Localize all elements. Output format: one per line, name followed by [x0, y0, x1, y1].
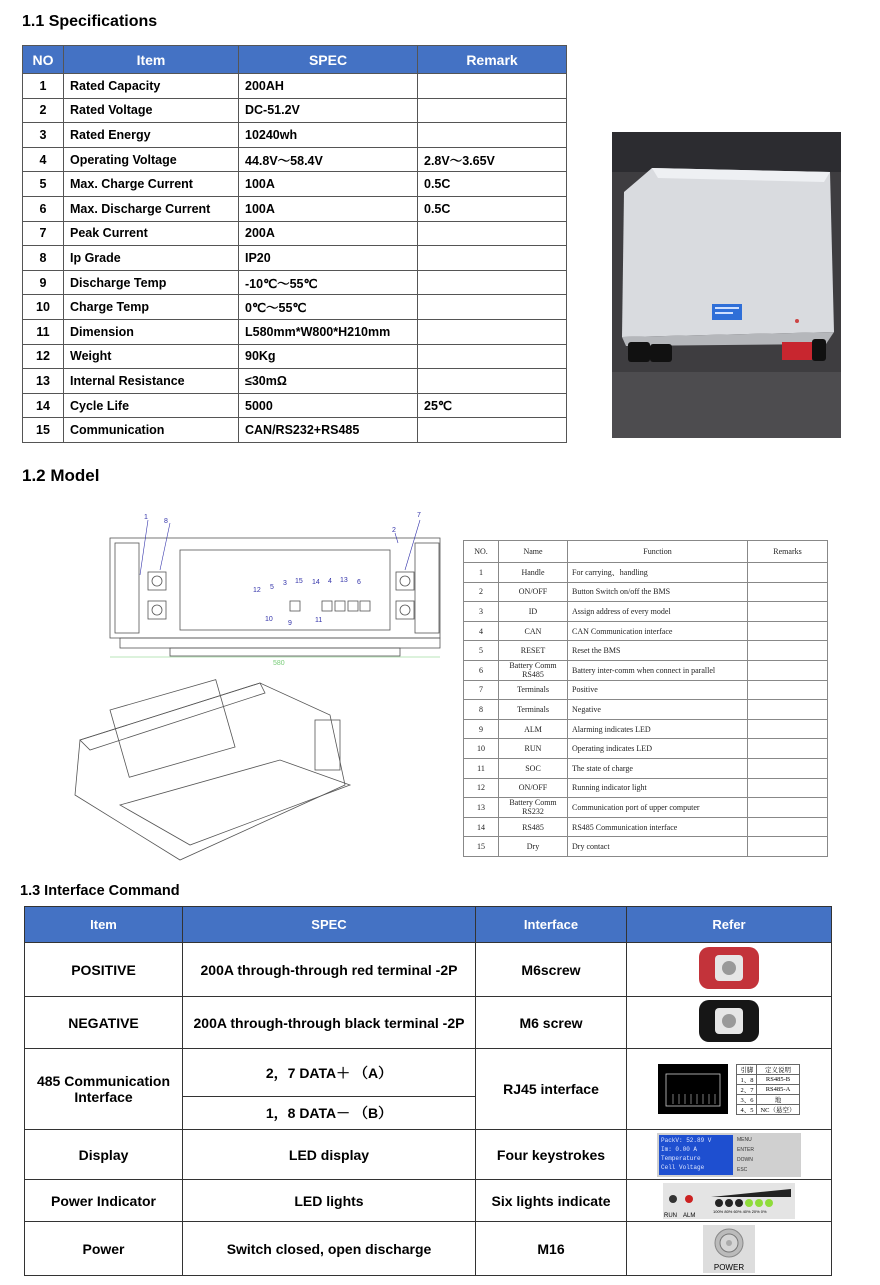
model-no: 5 — [464, 641, 499, 661]
callout-12: 12 — [253, 587, 261, 594]
spec-item: Dimension — [64, 319, 239, 344]
spec-value: ≤30mΩ — [239, 369, 418, 394]
spec-row — [23, 221, 567, 246]
spec-remark — [418, 319, 567, 344]
iface-row-display — [25, 1130, 832, 1180]
rj45-pin: 2、7 — [737, 1084, 757, 1094]
iface-col-item: Item — [25, 907, 183, 943]
rj45-pin-row — [737, 1084, 799, 1094]
model-name: Terminals — [499, 700, 568, 720]
spec-value: 44.8V～58.4V — [239, 147, 418, 172]
iface-interface: M6 screw — [476, 997, 627, 1049]
spec-value: L580mm*W800*H210mm — [239, 319, 418, 344]
spec-no: 12 — [23, 344, 64, 369]
spec-no: 14 — [23, 393, 64, 418]
model-remarks — [748, 758, 828, 778]
rj45-definition: 地 — [757, 1094, 799, 1104]
model-row — [464, 660, 828, 680]
spec-remark: 0.5C — [418, 196, 567, 221]
model-name: Handle — [499, 563, 568, 583]
model-remarks — [748, 563, 828, 583]
iface-row-485-a — [25, 1049, 832, 1097]
soc-labels: 100% 80% 60% 40% 20% 0% — [713, 1208, 767, 1214]
model-row — [464, 758, 828, 778]
spec-row — [23, 393, 567, 418]
model-name: ON/OFF — [499, 778, 568, 798]
model-function: Reset the BMS — [568, 641, 748, 661]
spec-item: Rated Capacity — [64, 74, 239, 99]
section-interface-title: 1.3 Interface Command — [20, 883, 180, 899]
callout-7: 7 — [417, 512, 421, 519]
model-row — [464, 837, 828, 857]
model-name: Battery Comm RS485 — [499, 660, 568, 680]
spec-remark — [418, 344, 567, 369]
spec-row — [23, 74, 567, 99]
spec-no: 7 — [23, 221, 64, 246]
led-label-alm: ALM — [683, 1212, 696, 1219]
model-no: 10 — [464, 739, 499, 759]
rj45-pin: 引脚 — [737, 1064, 757, 1074]
model-function: Running indicator light — [568, 778, 748, 798]
iface-interface: Six lights indicate — [476, 1180, 627, 1222]
model-no: 1 — [464, 563, 499, 583]
model-row — [464, 582, 828, 602]
spec-value: CAN/RS232+RS485 — [239, 418, 418, 443]
spec-value: 200A — [239, 221, 418, 246]
model-function: For carrying、handling — [568, 563, 748, 583]
spec-row — [23, 295, 567, 320]
spec-value: 10240wh — [239, 123, 418, 148]
rj45-pin: 4、5 — [737, 1104, 757, 1114]
lcd-line-2: Im: 0.00 A — [661, 1145, 698, 1153]
iface-col-spec: SPEC — [183, 907, 476, 943]
model-name: RESET — [499, 641, 568, 661]
spec-no: 8 — [23, 246, 64, 271]
spec-item: Max. Charge Current — [64, 172, 239, 197]
iface-spec-b: 1，8 DATA－ （B） — [183, 1097, 476, 1130]
model-no: 7 — [464, 680, 499, 700]
iface-col-interface: Interface — [476, 907, 627, 943]
spec-no: 2 — [23, 98, 64, 123]
model-remarks — [748, 700, 828, 720]
model-row — [464, 798, 828, 818]
spec-no: 3 — [23, 123, 64, 148]
model-no: 4 — [464, 621, 499, 641]
model-row — [464, 621, 828, 641]
spec-row — [23, 319, 567, 344]
callout-4: 4 — [328, 578, 332, 585]
model-name: Battery Comm RS232 — [499, 798, 568, 818]
iface-item: Display — [25, 1130, 183, 1180]
rj45-definition: 定义说明 — [757, 1064, 799, 1074]
positive-terminal-image — [627, 943, 832, 997]
model-remarks — [748, 739, 828, 759]
lcd-line-3: Temperature — [661, 1154, 701, 1162]
iface-item: 485 Communication Interface — [25, 1049, 183, 1130]
callout-15: 15 — [295, 578, 303, 585]
callout-11: 11 — [315, 617, 323, 624]
model-row — [464, 641, 828, 661]
callout-10: 10 — [265, 616, 273, 623]
negative-terminal-image — [627, 997, 832, 1049]
rj45-pin-table — [736, 1064, 799, 1115]
model-no: 14 — [464, 817, 499, 837]
iface-row-power-indicator — [25, 1180, 832, 1222]
rj45-pin-row — [737, 1094, 799, 1104]
model-remarks — [748, 719, 828, 739]
model-row — [464, 602, 828, 622]
spec-row — [23, 147, 567, 172]
spec-item: Operating Voltage — [64, 147, 239, 172]
spec-value: 5000 — [239, 393, 418, 418]
dimension-580: 580 — [273, 660, 285, 667]
iface-spec-a: 2，7 DATA＋ （A） — [183, 1049, 476, 1097]
spec-row — [23, 270, 567, 295]
model-col-name: Name — [499, 541, 568, 563]
rj45-definition: NC（悬空） — [757, 1104, 799, 1114]
iface-col-refer: Refer — [627, 907, 832, 943]
rj45-pin-row — [737, 1104, 799, 1114]
iface-spec: 200A through-through red terminal -2P — [183, 943, 476, 997]
model-col-function: Function — [568, 541, 748, 563]
specifications-table — [22, 45, 567, 443]
rj45-pin: 1、8 — [737, 1074, 757, 1084]
model-remarks — [748, 817, 828, 837]
model-name: RS485 — [499, 817, 568, 837]
key-menu: MENU — [737, 1136, 752, 1143]
col-no: NO — [23, 46, 64, 74]
model-name: Terminals — [499, 680, 568, 700]
spec-row — [23, 344, 567, 369]
model-no: 9 — [464, 719, 499, 739]
model-name: ON/OFF — [499, 582, 568, 602]
spec-item: Communication — [64, 418, 239, 443]
iface-row-negative — [25, 997, 832, 1049]
model-col-no: NO. — [464, 541, 499, 563]
model-function: Battery inter-comm when connect in parallel — [568, 660, 748, 680]
model-name: ALM — [499, 719, 568, 739]
model-function: CAN Communication interface — [568, 621, 748, 641]
spec-remark: 2.8V～3.65V — [418, 147, 567, 172]
spec-no: 9 — [23, 270, 64, 295]
model-remarks — [748, 680, 828, 700]
spec-item: Peak Current — [64, 221, 239, 246]
spec-row — [23, 246, 567, 271]
spec-row — [23, 369, 567, 394]
iface-interface: RJ45 interface — [476, 1049, 627, 1130]
callout-9: 9 — [288, 620, 292, 627]
callout-2: 2 — [392, 527, 396, 534]
model-no: 11 — [464, 758, 499, 778]
iface-interface: M6screw — [476, 943, 627, 997]
spec-remark — [418, 270, 567, 295]
spec-value: 0℃～55℃ — [239, 295, 418, 320]
spec-row — [23, 98, 567, 123]
rj45-pin: 3、6 — [737, 1094, 757, 1104]
power-button-image — [627, 1222, 832, 1276]
spec-no: 11 — [23, 319, 64, 344]
spec-value: 90Kg — [239, 344, 418, 369]
key-down: DOWN — [737, 1156, 753, 1163]
callout-6: 6 — [357, 579, 361, 586]
spec-item: Internal Resistance — [64, 369, 239, 394]
model-function: Positive — [568, 680, 748, 700]
col-remark: Remark — [418, 46, 567, 74]
iface-spec: LED lights — [183, 1180, 476, 1222]
model-remarks — [748, 641, 828, 661]
spec-value: 100A — [239, 196, 418, 221]
spec-item: Cycle Life — [64, 393, 239, 418]
col-spec: SPEC — [239, 46, 418, 74]
model-function: Alarming indicates LED — [568, 719, 748, 739]
iface-interface: Four keystrokes — [476, 1130, 627, 1180]
spec-row — [23, 172, 567, 197]
spec-value: -10℃～55℃ — [239, 270, 418, 295]
model-no: 13 — [464, 798, 499, 818]
led-label-run: RUN — [664, 1212, 677, 1219]
spec-item: Discharge Temp — [64, 270, 239, 295]
model-function: Dry contact — [568, 837, 748, 857]
iface-interface: M16 — [476, 1222, 627, 1276]
iface-spec: LED display — [183, 1130, 476, 1180]
callout-8: 8 — [164, 518, 168, 525]
model-row — [464, 700, 828, 720]
rj45-definition: RS485-B — [757, 1074, 799, 1084]
spec-no: 6 — [23, 196, 64, 221]
callout-1: 1 — [144, 514, 148, 521]
spec-no: 1 — [23, 74, 64, 99]
spec-no: 10 — [23, 295, 64, 320]
model-remarks — [748, 582, 828, 602]
spec-remark — [418, 98, 567, 123]
spec-value: DC-51.2V — [239, 98, 418, 123]
model-no: 3 — [464, 602, 499, 622]
model-remarks — [748, 798, 828, 818]
spec-value: IP20 — [239, 246, 418, 271]
model-remarks — [748, 778, 828, 798]
spec-no: 13 — [23, 369, 64, 394]
model-row — [464, 739, 828, 759]
model-remarks — [748, 837, 828, 857]
spec-remark — [418, 418, 567, 443]
spec-item: Ip Grade — [64, 246, 239, 271]
col-item: Item — [64, 46, 239, 74]
spec-value: 200AH — [239, 74, 418, 99]
lcd-display-image — [627, 1130, 832, 1180]
model-name: SOC — [499, 758, 568, 778]
callout-3: 3 — [283, 580, 287, 587]
model-function: Button Switch on/off the BMS — [568, 582, 748, 602]
battery-photo — [612, 132, 841, 438]
model-name: RUN — [499, 739, 568, 759]
model-no: 2 — [464, 582, 499, 602]
spec-remark — [418, 123, 567, 148]
spec-row — [23, 418, 567, 443]
spec-no: 4 — [23, 147, 64, 172]
model-function: Communication port of upper computer — [568, 798, 748, 818]
spec-no: 15 — [23, 418, 64, 443]
model-function: The state of charge — [568, 758, 748, 778]
rj45-pin-row — [737, 1074, 799, 1084]
callout-13: 13 — [340, 577, 348, 584]
model-function: Assign address of every model — [568, 602, 748, 622]
iface-row-power — [25, 1222, 832, 1276]
model-row — [464, 778, 828, 798]
iface-item: Power Indicator — [25, 1180, 183, 1222]
model-function: RS485 Communication interface — [568, 817, 748, 837]
model-remarks — [748, 660, 828, 680]
spec-item: Rated Voltage — [64, 98, 239, 123]
model-table — [463, 540, 828, 857]
iface-item: POSITIVE — [25, 943, 183, 997]
spec-item: Rated Energy — [64, 123, 239, 148]
model-row — [464, 680, 828, 700]
interface-command-table — [24, 906, 832, 1276]
model-name: CAN — [499, 621, 568, 641]
model-no: 12 — [464, 778, 499, 798]
callout-5: 5 — [270, 584, 274, 591]
key-esc: ESC — [737, 1166, 748, 1173]
model-row — [464, 719, 828, 739]
rj45-definition: RS485-A — [757, 1084, 799, 1094]
iface-row-positive — [25, 943, 832, 997]
section-model-title: 1.2 Model — [22, 466, 100, 485]
iface-item: NEGATIVE — [25, 997, 183, 1049]
iface-spec: 200A through-through black terminal -2P — [183, 997, 476, 1049]
model-name: ID — [499, 602, 568, 622]
lcd-line-4: Cell Voltage — [661, 1163, 705, 1171]
model-row — [464, 563, 828, 583]
spec-remark — [418, 246, 567, 271]
iface-spec: Switch closed, open discharge — [183, 1222, 476, 1276]
spec-value: 100A — [239, 172, 418, 197]
spec-remark — [418, 369, 567, 394]
key-enter: ENTER — [737, 1146, 754, 1153]
model-remarks — [748, 621, 828, 641]
model-no: 15 — [464, 837, 499, 857]
model-no: 8 — [464, 700, 499, 720]
model-name: Dry — [499, 837, 568, 857]
led-lights-image — [627, 1180, 832, 1222]
spec-item: Max. Discharge Current — [64, 196, 239, 221]
spec-remark: 0.5C — [418, 172, 567, 197]
model-col-remarks: Remarks — [748, 541, 828, 563]
power-label: POWER — [713, 1262, 745, 1272]
spec-remark — [418, 74, 567, 99]
callout-14: 14 — [312, 579, 320, 586]
spec-item: Weight — [64, 344, 239, 369]
rj45-diagram — [627, 1049, 832, 1130]
spec-remark — [418, 221, 567, 246]
model-function: Negative — [568, 700, 748, 720]
section-specifications-title: 1.1 Specifications — [22, 13, 158, 30]
model-function: Operating indicates LED — [568, 739, 748, 759]
spec-row — [23, 123, 567, 148]
model-no: 6 — [464, 660, 499, 680]
spec-item: Charge Temp — [64, 295, 239, 320]
spec-remark: 25℃ — [418, 393, 567, 418]
model-remarks — [748, 602, 828, 622]
model-row — [464, 817, 828, 837]
spec-row — [23, 196, 567, 221]
spec-no: 5 — [23, 172, 64, 197]
spec-remark — [418, 295, 567, 320]
rj45-pin-row — [737, 1064, 799, 1074]
lcd-line-1: PackV: 52.89 V — [661, 1136, 712, 1144]
battery-technical-drawing — [60, 505, 460, 865]
iface-item: Power — [25, 1222, 183, 1276]
